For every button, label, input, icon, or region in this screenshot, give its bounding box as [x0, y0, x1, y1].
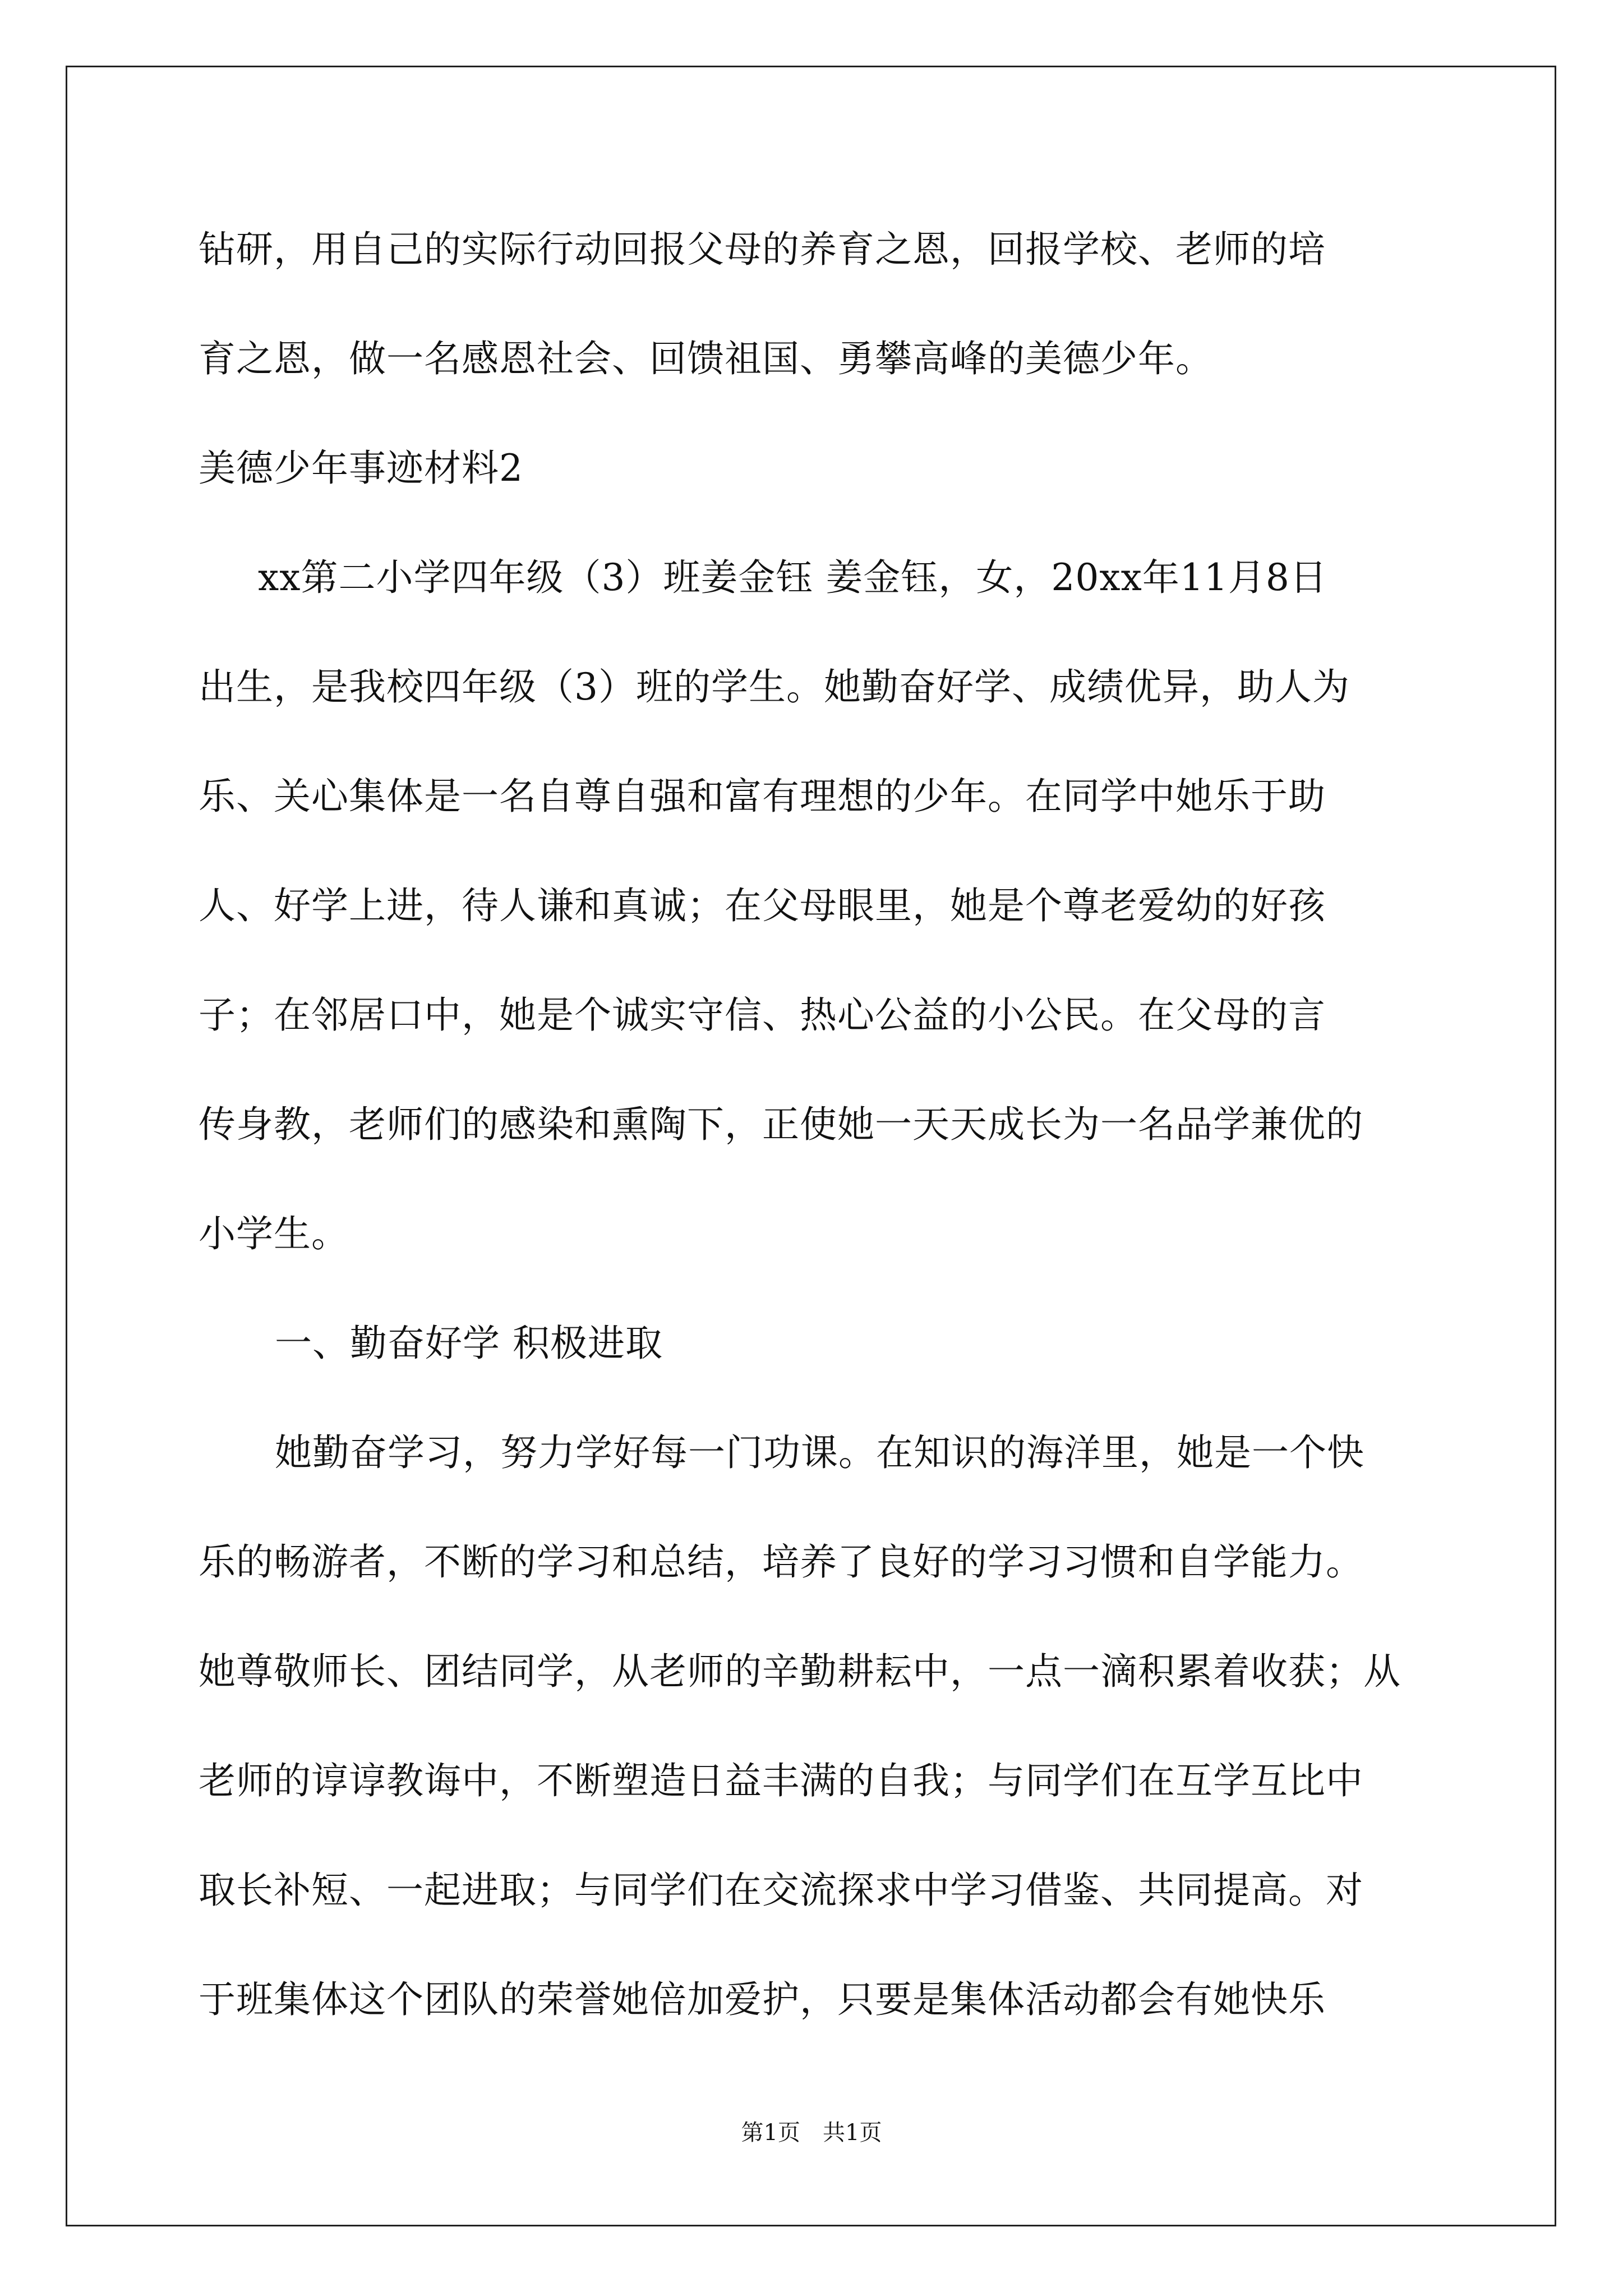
- text-line: 取长补短、一起进取；与同学们在交流探求中学习借鉴、共同提高。对: [199, 1869, 1363, 1912]
- section-heading: 美德少年事迹材料2: [199, 447, 523, 490]
- text-line: 她尊敬师长、团结同学，从老师的辛勤耕耘中，一点一滴积累着收获；从: [199, 1650, 1401, 1693]
- text-line: 于班集体这个团队的荣誉她倍加爱护，只要是集体活动都会有她快乐: [199, 1978, 1326, 2021]
- text-line: xx第二小学四年级（3）班姜金钰 姜金钰，女，20xx年11月8日: [258, 556, 1327, 599]
- text-line: 乐的畅游者，不断的学习和总结，培养了良好的学习习惯和自学能力。: [199, 1540, 1363, 1584]
- text-line: 传身教，老师们的感染和熏陶下，正使她一天天成长为一名品学兼优的: [199, 1103, 1363, 1146]
- subheading: 一、勤奋好学 积极进取: [275, 1322, 663, 1365]
- text-line: 小学生。: [199, 1212, 349, 1255]
- text-line: 人、好学上进，待人谦和真诚；在父母眼里，她是个尊老爱幼的好孩: [199, 884, 1326, 927]
- text-line: 出生，是我校四年级（3）班的学生。她勤奋好学、成绩优异，助人为: [199, 665, 1350, 708]
- text-line: 育之恩，做一名感恩社会、回馈祖国、勇攀高峰的美德少年。: [199, 337, 1213, 380]
- text-line: 子；在邻居口中，她是个诚实守信、热心公益的小公民。在父母的言: [199, 993, 1326, 1037]
- text-line: 老师的谆谆教诲中，不断塑造日益丰满的自我；与同学们在互学互比中: [199, 1759, 1363, 1802]
- page-footer: 第1页 共1页: [741, 2120, 882, 2146]
- text-line: 钻研，用自己的实际行动回报父母的养育之恩，回报学校、老师的培: [199, 228, 1326, 271]
- text-line: 她勤奋学习，努力学好每一门功课。在知识的海洋里，她是一个快: [275, 1431, 1364, 1474]
- text-line: 乐、关心集体是一名自尊自强和富有理想的少年。在同学中她乐于助: [199, 775, 1326, 818]
